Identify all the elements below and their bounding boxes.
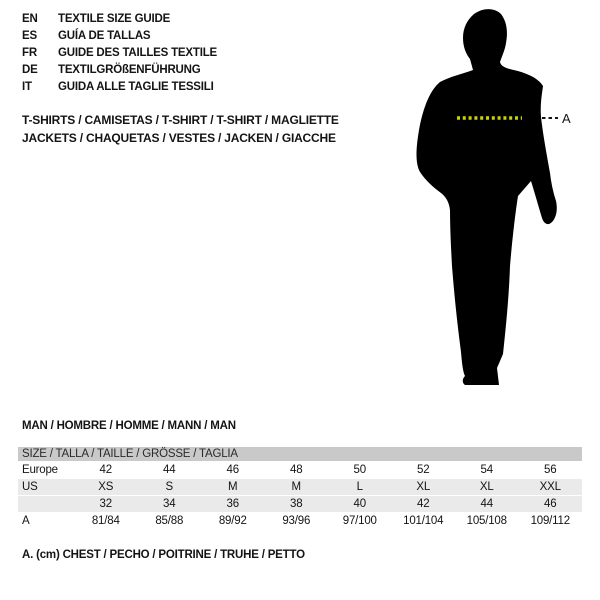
language-row-es (22, 28, 217, 45)
table-cell: 85/88 (155, 515, 184, 527)
table-cell: XS (74, 479, 138, 496)
table-row-uk (18, 496, 582, 513)
language-code: IT (22, 81, 32, 93)
table-cell: 54 (480, 464, 493, 476)
table-cell: 36 (201, 496, 265, 513)
table-row-us (18, 479, 582, 496)
table-cell: 38 (265, 496, 329, 513)
table-cell: 101/104 (403, 515, 444, 527)
language-code: EN (22, 13, 38, 25)
table-row-europe (18, 462, 582, 479)
table-cell: 46 (226, 464, 239, 476)
size-table (18, 447, 582, 530)
table-cell: 109/112 (530, 515, 570, 527)
language-title: GUIDA ALLE TAGLIE TESSILI (58, 81, 214, 93)
table-cell: 42 (392, 496, 456, 513)
row-label (18, 496, 74, 513)
language-code: ES (22, 30, 37, 42)
footnote-chest-measure: A. (cm) CHEST / PECHO / POITRINE / TRUHE / PETTO (22, 549, 305, 561)
category-list (22, 111, 339, 147)
table-header-label: SIZE / TALLA / TAILLE / GRÖSSE / TAGLIA (18, 447, 582, 462)
table-cell: 97/100 (342, 515, 377, 527)
language-row-en (22, 11, 217, 28)
table-cell: 105/108 (466, 515, 507, 527)
table-cell: 56 (544, 464, 557, 476)
table-cell: L (328, 479, 392, 496)
table-cell: 32 (74, 496, 138, 513)
language-title: GUIDE DES TAILLES TEXTILE (58, 47, 217, 59)
row-label: A (22, 515, 30, 527)
language-row-it (22, 79, 217, 96)
table-row-chest (18, 513, 582, 530)
language-row-fr (22, 45, 217, 62)
row-label: US (18, 479, 74, 496)
table-cell: S (138, 479, 202, 496)
table-cell: 89/92 (218, 515, 247, 527)
language-legend (22, 11, 217, 96)
table-cell: 44 (455, 496, 519, 513)
table-cell: XL (392, 479, 456, 496)
category-tshirts: T-SHIRTS / CAMISETAS / T-SHIRT / T-SHIRT / MAGLIETTE (22, 113, 339, 127)
table-cell: 52 (417, 464, 430, 476)
language-title: TEXTILGRÖßENFÜHRUNG (58, 64, 201, 76)
language-code: FR (22, 47, 37, 59)
measure-label-a: A (562, 111, 571, 126)
table-cell: 44 (163, 464, 176, 476)
man-silhouette-figure (400, 0, 600, 420)
language-code: DE (22, 64, 38, 76)
row-label: Europe (22, 464, 58, 476)
table-cell: 40 (328, 496, 392, 513)
table-cell: M (265, 479, 329, 496)
table-cell: 34 (138, 496, 202, 513)
table-cell: 81/84 (91, 515, 120, 527)
category-jackets: JACKETS / CHAQUETAS / VESTES / JACKEN / GIACCHE (22, 131, 336, 145)
language-row-de (22, 62, 217, 79)
table-cell: 46 (519, 496, 583, 513)
section-title-man: MAN / HOMBRE / HOMME / MANN / MAN (22, 420, 236, 432)
table-cell: 48 (290, 464, 303, 476)
table-cell: 42 (99, 464, 112, 476)
table-cell: M (201, 479, 265, 496)
table-cell: XL (455, 479, 519, 496)
table-cell: 50 (353, 464, 366, 476)
table-cell: XXL (519, 479, 583, 496)
language-title: TEXTILE SIZE GUIDE (58, 13, 171, 25)
figure-area (400, 0, 600, 420)
man-silhouette (417, 9, 557, 385)
table-cell: 93/96 (282, 515, 311, 527)
table-header-row (18, 447, 582, 462)
language-title: GUÍA DE TALLAS (58, 30, 151, 42)
